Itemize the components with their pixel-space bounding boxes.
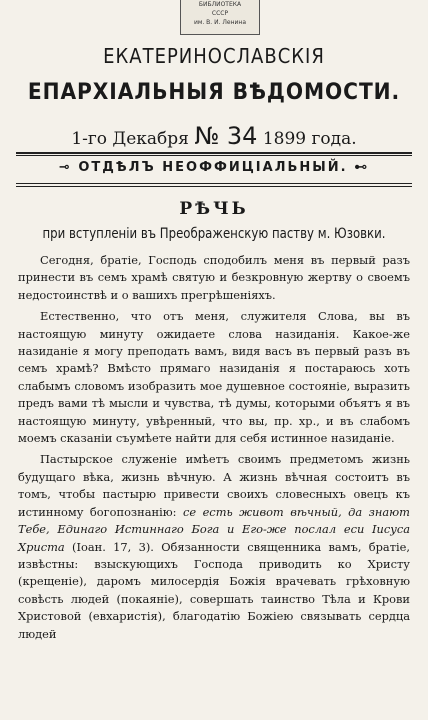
article-subtitle: при вступленіи въ Преображенскую паству м. Юзовки. [42,226,386,242]
masthead-line-2: ЕПАРХІАЛЬНЫЯ ВѢДОМОСТИ. [27,80,401,105]
stamp-line-3: им. В. И. Ленина [193,19,247,26]
library-stamp [180,0,260,35]
section-rule-2 [16,186,412,187]
paragraph-1: Сегодня, братіе, Господь сподобилъ меня въ первый разъ принести въ семъ храмѣ святую и безкровную жертву о своемъ недостоинствѣ и о вашихъ прегрѣшеніяхъ. [18,253,410,302]
top-rule-thin [16,155,412,156]
section-ornament-right: ⊷ [347,160,370,175]
masthead-line-1: ЕКАТЕРИНОСЛАВСКІЯ [103,44,325,68]
dateline [0,122,428,150]
paragraph-3 [18,451,410,642]
stamp-line-2: СССР [211,10,229,17]
issue-number: № 34 [194,122,258,150]
article-title: РѢЧЬ [179,199,249,219]
paragraph-3-text-a: Пастырское служеніе имѣетъ своимъ предметомъ жизнь будущаго вѣка, жизнь вѣчную. А жизнь вѣчная состоитъ въ томъ, чтобы пастырю привести своихъ словесныхъ овецъ къ истинному богопознанію: [18,452,410,519]
section-rule [16,183,412,184]
section-title: ОТДѢЛЪ НЕОФФИЦІАЛЬНЫЙ. [78,160,348,175]
section-heading [0,160,428,175]
article-body [18,252,410,647]
paragraph-3-quote: се есть живот вѣчный, да знают Тебе, Единаго Истиннаго Бога и Его-же послал еси Іисуса Христа [18,504,410,554]
paragraph-2: Естественно, что отъ меня, служителя Слова, вы въ настоящую минуту ожидаете слова назиданія. Какое-же назиданіе я могу преподать вамъ, видя васъ въ первый разъ въ семъ храмѣ? Вмѣсто прямаго назиданія я постараюсь хоть слабымъ словомъ изобразить мое душевное состояніе, выразить предъ вами тѣ мысли и чувства, тѣ думы, которыми объятъ я въ настоящую минуту, увѣренный, что вы, пр. хр., и въ слабомъ моемъ сказаніи съумѣете найти для себя истинное назиданіе. [18,309,410,446]
stamp-line-1: БИБЛИОТЕКА [198,1,242,8]
top-rule [16,152,412,154]
section-ornament-left: ⊸ [58,160,79,175]
paragraph-3-text-b: (Іоан. 17, 3). Обязанности священника вамъ, братіе, извѣстны: взыскующихъ Господа приводить ко Христу (крещеніе), даромъ милосердія Божія врачевать грѣховную совѣсть людей (покаяніе), совершать таинство Тѣла и Крови Христовой (евхаристія), благодатію Божіею связывать сердца людей [18,539,410,641]
date-left: 1-го Декабря [71,129,189,149]
date-right: 1899 года. [262,129,357,149]
